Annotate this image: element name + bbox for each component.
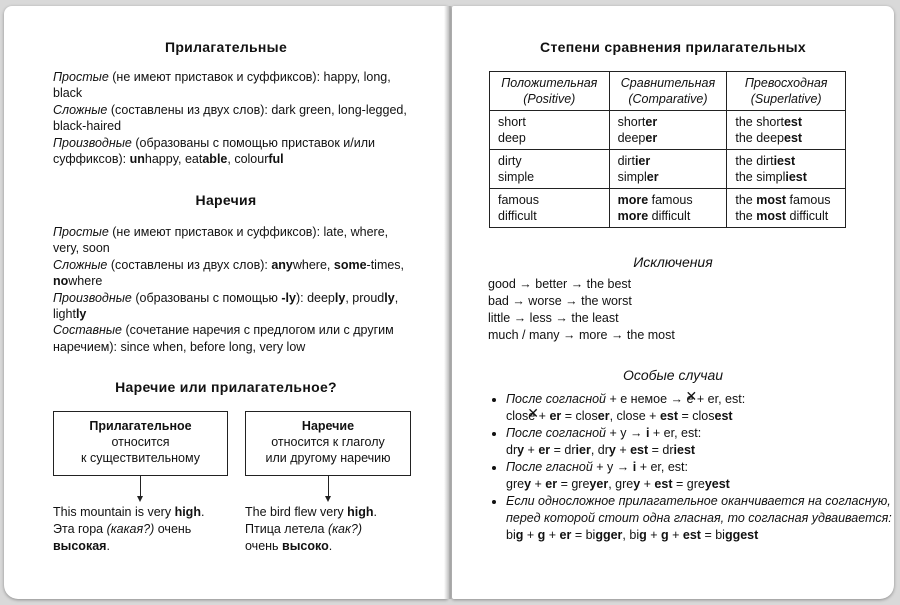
list-item: • После согласной + e немое → e ✕ + er, est: close ✕ + er = closer, close + est = closest [506, 391, 900, 425]
table-header-row [490, 72, 846, 111]
exceptions-list [488, 276, 868, 344]
special-cases-list [488, 391, 900, 544]
left-page [4, 6, 448, 599]
special-title: Особые случаи [622, 367, 724, 383]
right-page [452, 6, 894, 599]
adv-derived: Производные (образованы с помощью -ly): deeply, proudly, lightly [53, 290, 399, 322]
table-row: famous difficult more famous more difficult the most famous the most difficult [490, 189, 846, 228]
adverbs-list [53, 224, 415, 355]
adjective-box: Прилагательное относится к существительному [53, 411, 228, 476]
adverb-arrow [328, 476, 329, 498]
table-row: short deep shorter deeper the shortest the deepest [490, 111, 846, 150]
list-item: little → less → the least [488, 311, 619, 325]
list-item: • После согласной + y → i + er, est: dry + er = drier, dry + est = driest [506, 425, 900, 459]
adverb-box: Наречие относится к глаголу или другому наречию [245, 411, 411, 476]
comparison-table [489, 71, 846, 228]
adj-derived: Производные (образованы с помощью приставок и/или суффиксов): unhappy, eatable, colourful [53, 135, 375, 167]
adjectives-title: Прилагательные [164, 39, 288, 55]
list-item: much / many → more → the most [488, 328, 675, 342]
adverb-example: The bird flew very high. Птица летела (как?) очень высоко. [245, 505, 377, 553]
adjectives-list [53, 69, 413, 167]
list-item: • Если односложное прилагательное оканчивается на согласную, перед которой стоит одна гласная, то согласная удваивается: big + g + er = bigger, big + g + est = biggest [506, 493, 900, 544]
col-positive: Положительная (Positive) [490, 72, 610, 111]
question-title: Наречие или прилагательное? [115, 379, 337, 395]
adv-compound: Сложные (составлены из двух слов): anywhere, some-times, nowhere [53, 257, 405, 289]
table-row: dirty simple dirtier simpler the dirtiest the simpliest [490, 150, 846, 189]
list-item: good → better → the best [488, 277, 632, 291]
comparison-title: Степени сравнения прилагательных [540, 39, 806, 55]
adj-compound: Сложные (составлены из двух слов): dark green, long-legged, black-haired [53, 102, 407, 134]
adv-composite: Составные (сочетание наречия с предлогом или с другим наречием): since when, before long, very low [53, 323, 394, 354]
list-item: bad → worse → the worst [488, 294, 632, 308]
exceptions-title: Исключения [633, 254, 713, 270]
col-comparative: Сравнительная (Comparative) [609, 72, 727, 111]
adv-simple: Простые (не имеют приставок и суффиксов): late, where, very, soon [53, 225, 389, 256]
col-superlative: Превосходная (Superlative) [727, 72, 846, 111]
adj-simple: Простые (не имеют приставок и суффиксов): happy, long, black [53, 70, 391, 101]
adjective-arrow [140, 476, 141, 498]
adjective-example: This mountain is very high. Эта гора (какая?) очень высокая. [53, 505, 205, 553]
adverbs-title: Наречия [195, 192, 257, 208]
list-item: • После гласной + y → i + er, est: grey + er = greyer, grey + est = greyest [506, 459, 900, 493]
